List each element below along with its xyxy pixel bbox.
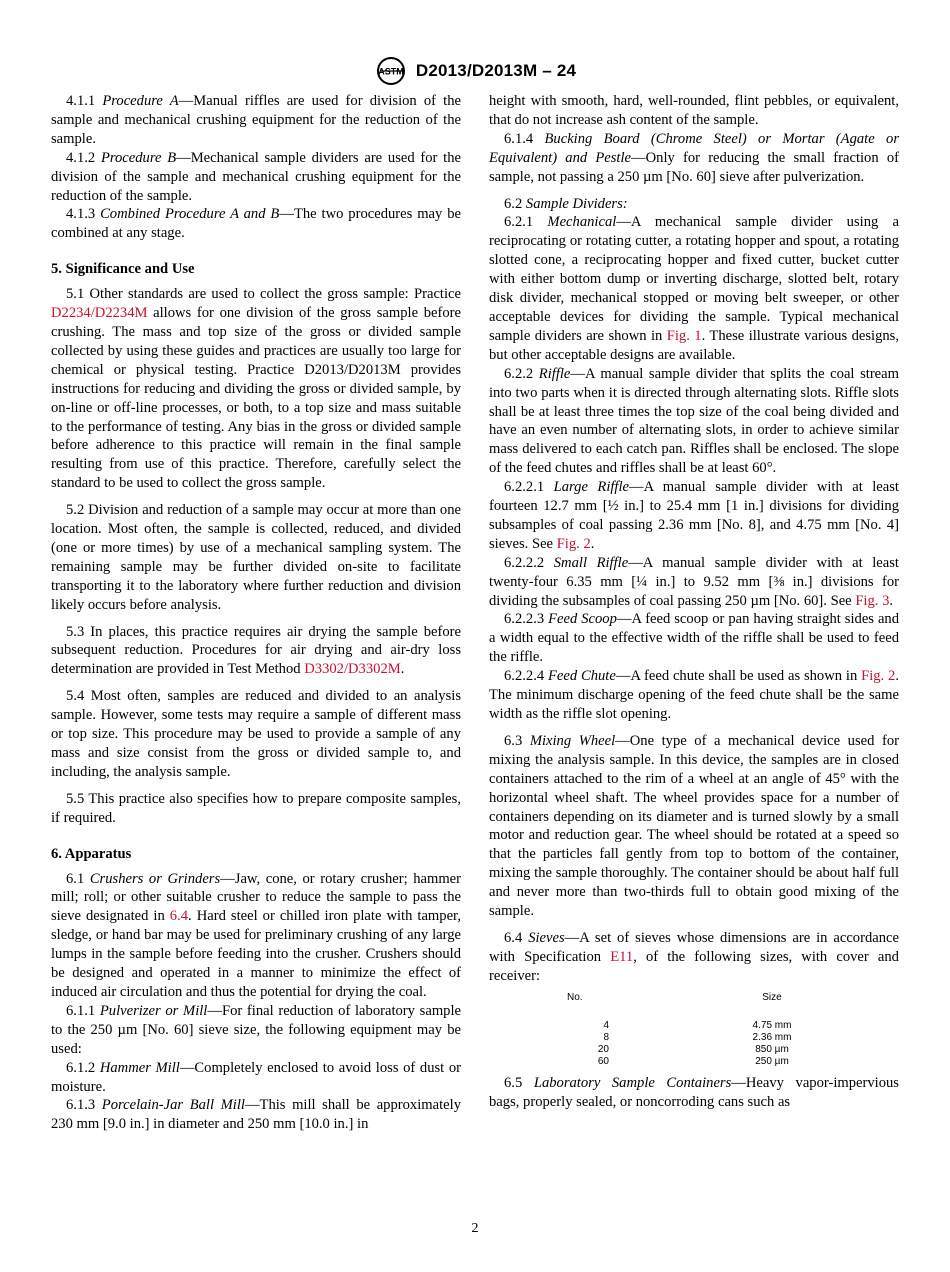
right-column xyxy=(489,92,899,1112)
link-6-4[interactable]: 6.4 xyxy=(169,908,189,925)
table-row: 20 850 µm xyxy=(597,1043,789,1055)
para-5-5: 5.5 This practice also specifies how to prepare composite samples, if required. xyxy=(51,790,461,826)
table-row: 4 4.75 mm xyxy=(603,1019,792,1031)
para-4-1-1: 4.1.1 Procedure A—Manual riffles are used for division of the sample and mechanical crushing equipment for the reduction of the sample. xyxy=(51,93,461,147)
para-4-1-3: 4.1.3 Combined Procedure A and B—The two procedures may be combined at any stage. xyxy=(51,206,461,242)
para-5-1: 5.1 Other standards are used to collect the gross sample: Practice D2234/D2234M allows for one division of the gross sample before crushing. The mass and top size of the gross or divided sample collected by using these guides and practices are usually too large for chemical or physical testing. Practice D2013/D2013M provides instructions for reducing and dividing the gross or divided sample, by on-line or off-line processes, or both, to a top size and mass suitable to the performance of testing. Any bias in the gross or divided sample before adherence to this practice will remain in the final sample resulting from use of this practice. Therefore, carefully select the standard to be used to collect the gross sample. xyxy=(51,286,461,492)
link-fig-1[interactable]: Fig. 1 xyxy=(666,327,702,344)
link-e11[interactable]: E11 xyxy=(610,948,634,965)
para-6-2-2-4: 6.2.2.4 Feed Chute—A feed chute shall be used as shown in Fig. 2. The minimum discharge opening of the feed chute shall be the same width as the riffle slot opening. xyxy=(489,668,899,722)
para-6-2-2: 6.2.2 Riffle—A manual sample divider that splits the coal stream into two parts when it is directed through alternating slots. Riffle slots shall be at least three times the top size of the coal being divided and have an even number of alternating slots, in order to achieve similar mass delivered to each catch pan. Riffles shall be enclosed. The slope of the feed chutes and riffles shall be at least 60°. xyxy=(489,365,899,477)
para-6-1: 6.1 Crushers or Grinders—Jaw, cone, or rotary crusher; hammer mill; roll; or other suitable crusher to reduce the sample to pass the sieve designated in 6.4. Hard steel or chilled iron plate with tamper, sledge, or hand bar may be used for preliminary crushing of any large lumps in the sample before feeding into the crusher. Crushers should be designed and operated in a manner to minimize the effect of induced air circulation and thus the potential for drying the coal. xyxy=(51,870,462,1000)
table-row: 60 250 µm xyxy=(597,1055,789,1067)
para-5-2: 5.2 Division and reduction of a sample may occur at more than one location. Most often, the sample is collected, reduced, and divided (one or more times) by use of a mechanical sampling system. The remaining sample may be further divided on-site to facilitate transporting it to the laboratory where further reduction and division likely occurs before analysis. xyxy=(51,502,461,613)
para-6-1-3: 6.1.3 Porcelain-Jar Ball Mill—This mill shall be approximately 230 mm [9.0 in.] in diameter and 250 mm [10.0 in.] in xyxy=(51,1097,461,1133)
para-6-2: 6.2 Sample Dividers: xyxy=(504,195,628,212)
section-6-heading: 6. Apparatus xyxy=(51,845,132,862)
sieve-table-header xyxy=(489,992,899,1004)
para-6-3: 6.3 Mixing Wheel—One type of a mechanical device used for mixing the analysis sample. In this device, the samples are in closed containers attached to the rim of a wheel at an angle of 45° with the horizontal wheel shaft. The wheel provides space for a number of containers depending on its diameter and is turned slowly by a small motor and reduction gear. The wheel should be rotated at a speed so that the particles fall gently from top to bottom of the container, mixing the sample thoroughly. The container should be about half full and never more than two-thirds full to obtain good mixing of the sample. xyxy=(489,732,899,920)
link-fig-2[interactable]: Fig. 2 xyxy=(556,535,591,552)
link-fig-2-b[interactable]: Fig. 2 xyxy=(861,668,896,685)
para-4-1-2: 4.1.2 Procedure B—Mechanical sample dividers are used for the division of the sample and mechanical crushing equipment for the reduction of the sample. xyxy=(51,149,461,204)
col-header-no: No. xyxy=(567,991,583,1003)
link-fig-3[interactable]: Fig. 3 xyxy=(855,592,890,609)
para-6-1-1: 6.1.1 Pulverizer or Mill—For final reduction of laboratory sample to the 250 µm [No. 60] sieve size, the following equipment may be used: xyxy=(51,1002,461,1057)
svg-text:ASTM: ASTM xyxy=(378,66,404,77)
para-5-4: 5.4 Most often, samples are reduced and divided to an analysis sample. However, some tests may require a sample of different mass or top size. This procedure may be used to provide a sample of any mass and size consist from the gross or divided sample to, and including, the analysis sample. xyxy=(51,688,461,780)
table-row: 8 2.36 mm xyxy=(603,1031,792,1043)
para-6-5: 6.5 Laboratory Sample Containers—Heavy vapor-impervious bags, properly sealed, or noncorroding cans such as xyxy=(489,1074,899,1110)
link-d3302[interactable]: D3302/D3302M xyxy=(304,661,401,678)
section-5-heading: 5. Significance and Use xyxy=(51,261,195,278)
sieve-table xyxy=(489,992,899,1068)
left-column xyxy=(51,92,461,1134)
link-d2234[interactable]: D2234/D2234M xyxy=(51,305,148,322)
page-header xyxy=(0,56,950,91)
para-6-2-2-2: 6.2.2.2 Small Riffle—A manual sample divider with at least twenty-four 6.35 mm [¼ in.] to 9.52 mm [⅜ in.] divisions for dividing the subsamples of coal passing 250 µm [No. 60]. See Fig. 3. xyxy=(489,554,899,609)
document-id: D2013/D2013M – 24 xyxy=(415,61,577,80)
para-5-3: 5.3 In places, this practice requires air drying the sample before subsequent reduction. Procedures for air drying and air-dry loss determination are provided in Test Method D3302/D3302M. xyxy=(51,623,461,678)
para-6-1-3-cont: height with smooth, hard, well-rounded, flint pebbles, or equivalent, that do not increase ash content of the sample. xyxy=(489,93,899,128)
astm-logo-icon xyxy=(374,56,408,86)
page-number: 2 xyxy=(471,1221,479,1236)
para-6-2-2-3: 6.2.2.3 Feed Scoop—A feed scoop or pan having straight sides and a width equal to the effective width of the riffle shall be used to feed the riffle. xyxy=(489,611,900,666)
para-6-2-1: 6.2.1 Mechanical—A mechanical sample divider using a reciprocating or rotating cutter, a rotating hopper and spout, a rotating slotted cone, a reciprocating hopper and fixed cutter, bucket cutter with either bottom dump or inverting discharge, slotted belt, rotary disk divider, mechanical stopped or moving belt sweeper, or other acceptable devices for dividing the sample. Typical mechanical sample dividers are shown in Fig. 1. These illustrate various designs, but other acceptable designs are available. xyxy=(489,214,900,363)
col-header-size: Size xyxy=(762,991,782,1003)
para-6-1-2: 6.1.2 Hammer Mill—Completely enclosed to avoid loss of dust or moisture. xyxy=(51,1059,461,1095)
para-6-1-4: 6.1.4 Bucking Board (Chrome Steel) or Mortar (Agate or Equivalent) and Pestle—Only for reducing the small fraction of sample, not passing a 250 µm [No. 60] sieve after pulverization. xyxy=(489,130,899,185)
para-6-2-2-1: 6.2.2.1 Large Riffle—A manual sample divider with at least fourteen 12.7 mm [½ in.] to 25.4 mm [1 in.] divisions for dividing subsamples of coal passing 2.36 mm [No. 8], and 4.75 mm [No. 4] sieves. See Fig. 2. xyxy=(489,479,899,552)
para-6-4: 6.4 Sieves—A set of sieves whose dimensions are in accordance with Specification E11, of the following sizes, with cover and receiver: xyxy=(489,929,899,984)
